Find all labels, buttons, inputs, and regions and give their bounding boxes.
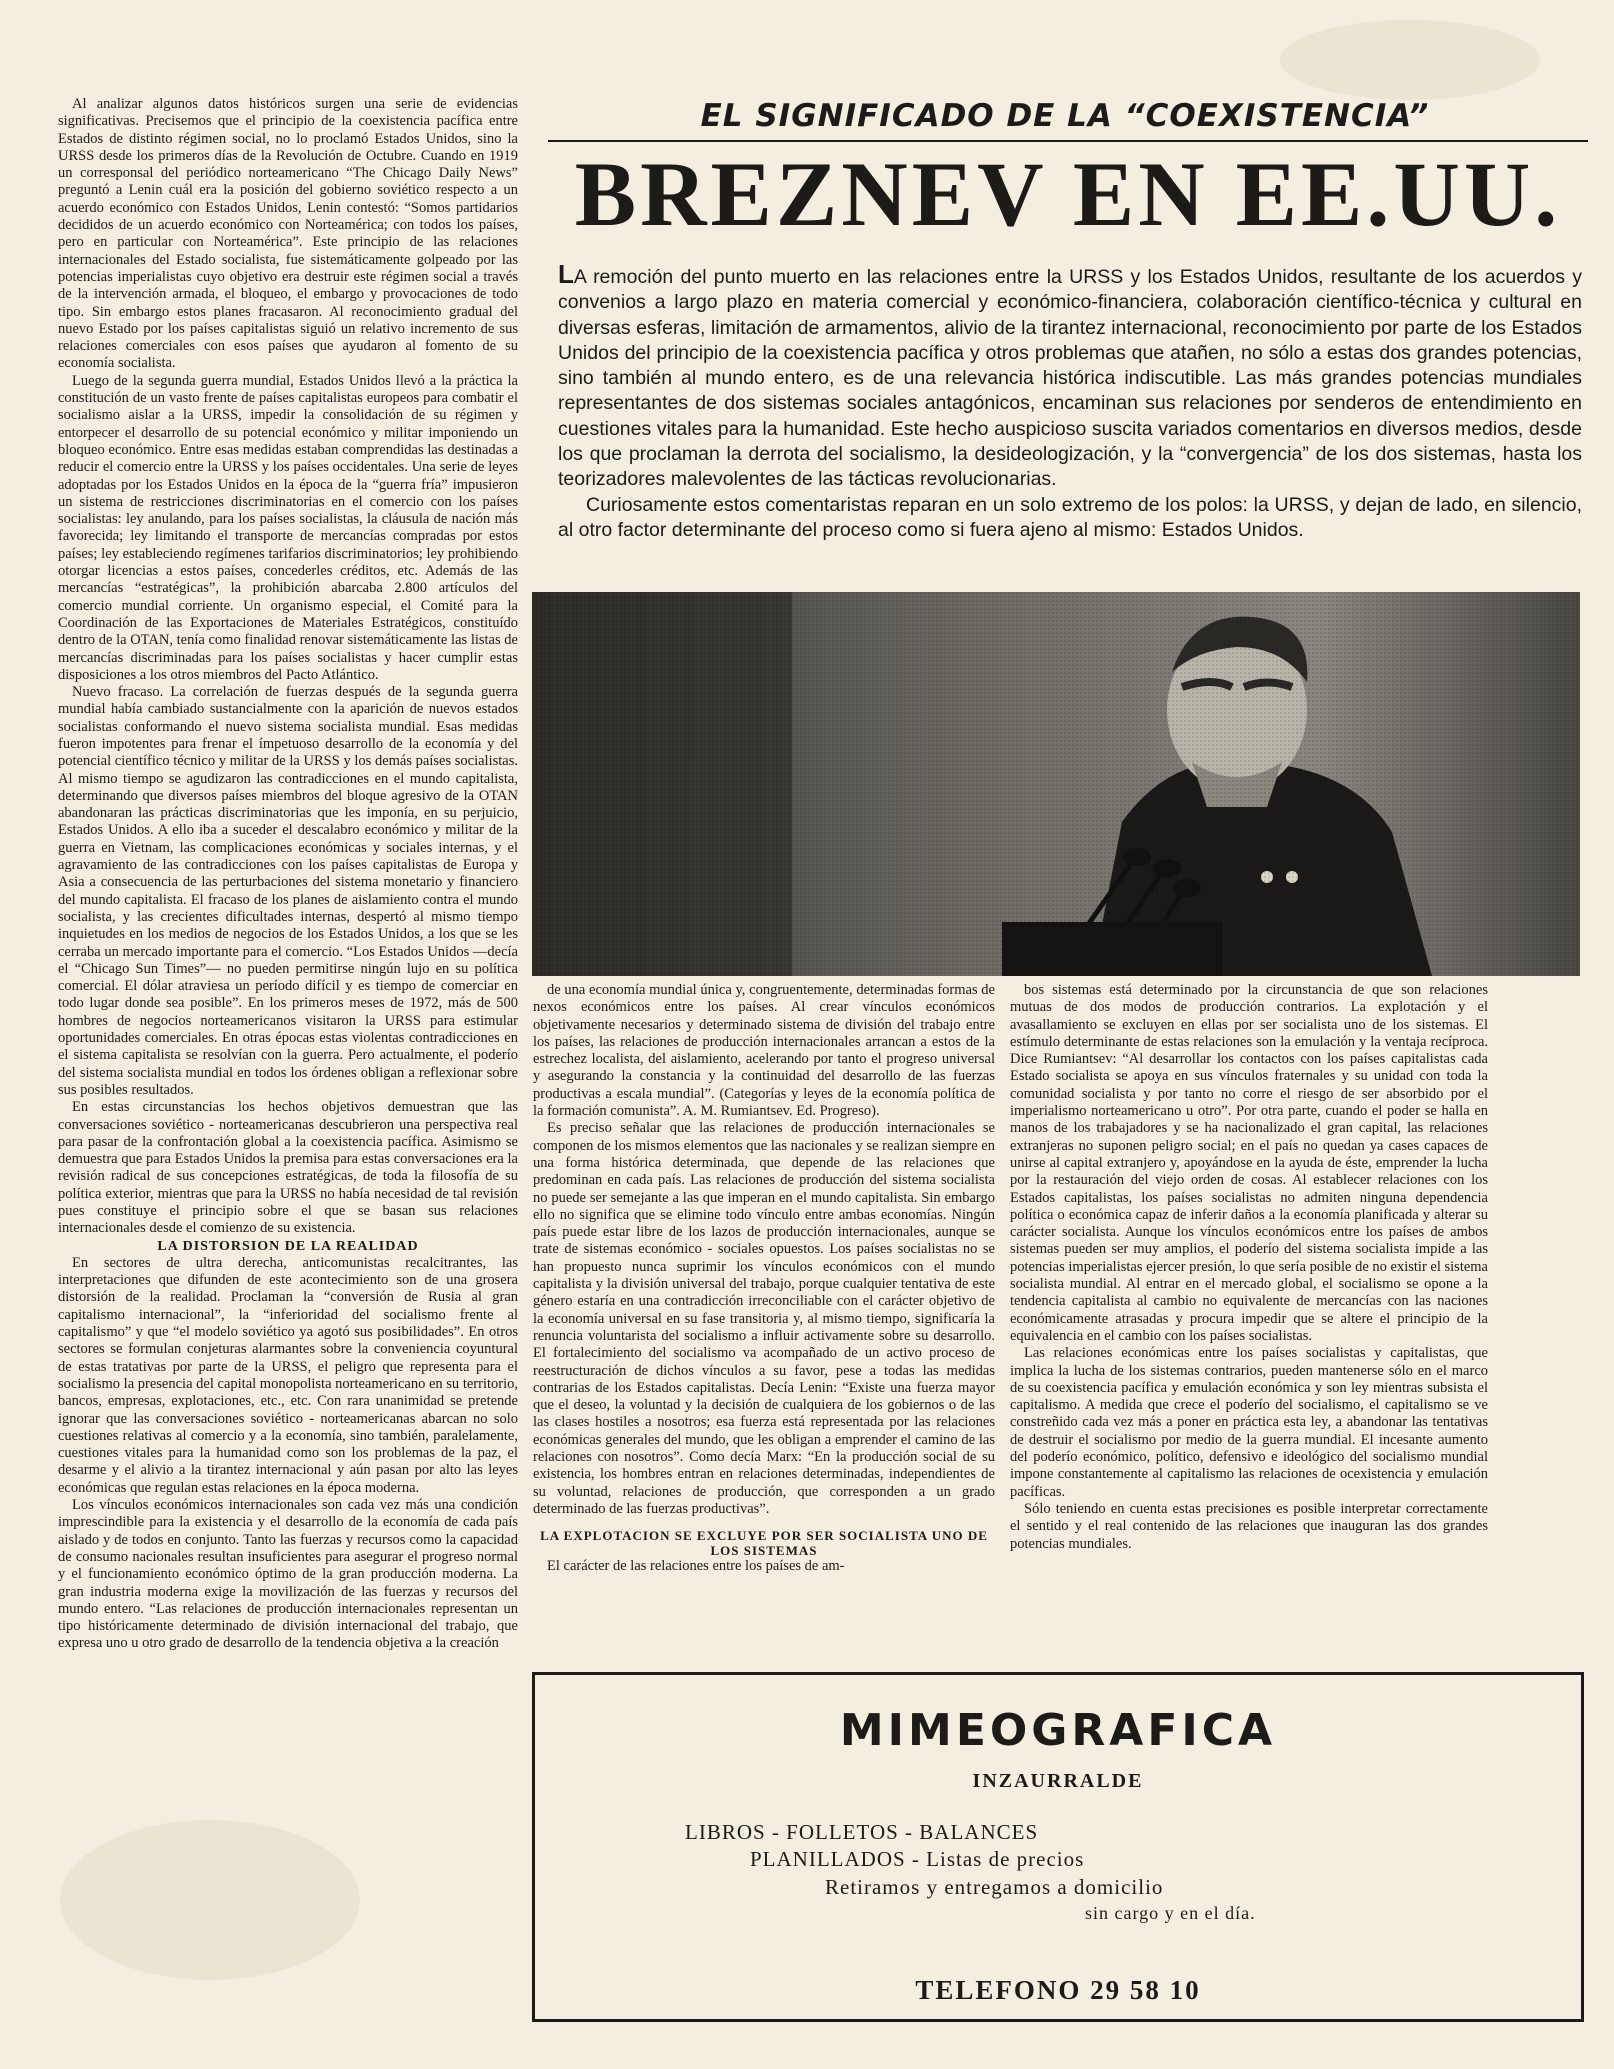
- brezhnev-photo: [532, 592, 1580, 976]
- left-paragraph: En estas circunstancias los hechos objetivos demuestran que las conversaciones soviético - norteamericanas descubrieron una perspectiva real para pasar de la confrontación global a la coexistencia pacífica. Asimismo se demuestra que para Estados Unidos la premisa para estas conversaciones era la revisión radical de sus concepciones estratégicas, de toda la filosofía de su política exterior, mientras que para la URSS no había necesidad de tal revisión pues constituye el principio sobre el que se basan sus relaciones internacionales desde el comienzo de su existencia.: [58, 1099, 518, 1237]
- middle-column: [533, 982, 995, 1662]
- right-paragraph: Sólo teniendo en cuenta estas precisiones es posible interpretar correctamente el sentido y el real contenido de las relaciones que inauguran las dos grandes potencias mundiales.: [1010, 1500, 1488, 1552]
- advertisement-box: [532, 1672, 1584, 2022]
- headline-rule: [548, 140, 1588, 142]
- ad-line-3: Retiramos y entregamos a domicilio: [825, 1875, 1164, 1899]
- kicker-title: EL SIGNIFICADO DE LA “COEXISTENCIA”: [700, 98, 1430, 134]
- ad-title: MIMEOGRAFICA: [839, 1705, 1277, 1756]
- photo-illustration: [532, 592, 1580, 976]
- lead-paragraph-2: Curiosamente estos comentaristas reparan en un solo extremo de los polos: la URSS, y dejan de lado, en silencio, al otro factor determinante del proceso como si fuera ajeno al mismo: Estados Unidos.: [558, 493, 1582, 541]
- left-column: [58, 96, 518, 2031]
- left-paragraphs-before: [58, 96, 518, 1238]
- lead-paragraph-1: [558, 259, 1582, 493]
- paper-stain: [1280, 20, 1540, 100]
- middle-paragraphs: [533, 982, 995, 1518]
- right-paragraph: bos sistemas está determinado por la circunstancia de que son relaciones mutuas de dos modos de producción contrarios. La explotación y el avasallamiento se excluyen en ellas por ser socialista uno de los sistemas. El estímulo determinante de estas relaciones son la emulación y la ventaja recíproca. Dice Rumiantsev: “Al desarrollar los contactos con los países capitalistas cada Estado socialista se apoya en sus vínculos fraternales y su unidad con toda la comunidad socialista y por tanto no corre el riesgo de ser absorbido por el imperialismo norteamericano u otro”. Por otra parte, cuando el poder se halla en manos de los trabajadores y se ha nacionalizado el gran capital, las relaciones extranjeras no suponen peligro social; en el país no quedan ya cases capaces de unirse al capital extranjero y, apoyándose en la ayuda de éste, emprender la lucha por la restauración del viejo orden de cosas. Al establecer relaciones con los Estados capitalistas, los países socialistas no admiten ninguna dependencia política o económica capaz de inferir daños a la economía planificada y alterar su carácter socialista. Aunque los vínculos económicos entre los países de ambos sistemas pueden ser muy amplios, el poderío del sistema socialista impide a las potencias imperialistas ejercer presión, lo que sería posible de no existir el sistema socialista mundial. Al entrar en el mercado global, el socialismo se opone a la tendencia capitalista al cambio no equivalente de mercancías con las naciones económicamente atrasadas y procura impedir que se altere el principio de la equivalencia en el cambio con los países socialistas.: [1010, 982, 1488, 1344]
- ad-line-4: sin cargo y en el día.: [1085, 1903, 1256, 1923]
- middle-closing: El carácter de las relaciones entre los países de am-: [547, 1558, 845, 1575]
- right-paragraph: Las relaciones económicas entre los países socialistas y capitalistas, que implica la lucha de los sistemas contrarios, pueden mantenerse sólo en el marco de su coexistencia pacífica y emulación económica y son ley mientras subsista el capitalismo. A medida que crece el poderío del socialismo, el capitalismo se ve constreñido cada vez más a poner en práctica esta ley, a abandonar las tentativas de destruir el socialismo por medio de la guerra mundial. El incesante aumento del poderío económico, político, defensivo e ideológico del socialismo mundial impone constantemente al capitalismo las relaciones de ocexistencia y emulación pacíficas.: [1010, 1345, 1488, 1500]
- ad-line-2: PLANILLADOS - Listas de precios: [750, 1847, 1085, 1871]
- section-subhead: LA DISTORSION DE LA REALIDAD: [157, 1238, 419, 1254]
- left-paragraph: Luego de la segunda guerra mundial, Estados Unidos llevó a la práctica la constitución de un vasto frente de países capitalistas europeos para combatir el socialismo aislar a la URSS, impedir la consolidación de su régimen y entorpecer el desarrollo de su potencial económico y militar imponiendo un bloqueo económico. Entre esas medidas estaban comprendidas las destinadas a reducir el comercio entre la URSS y los países occidentales. Una serie de leyes adoptadas por los Estados Unidos en la época de la “guerra fría” impusieron un sistema de restricciones discriminatorias en el comercio con los países socialistas: ley anulando, para los países socialistas, la cláusula de nación más favorecida; ley limitando el transporte de mercancías compradas por estos países; ley estableciendo regímenes tarifarios discriminatorios; ley prohibiendo otorgar licencias a estos países, concederles créditos, etc. Además de las mercancías “estratégicas”, la prohibición abarcaba 2.800 artículos del comercio mundial corriente. Un organismo especial, el Comité para la Coordinación de las Exportaciones de Materiales Estratégicos, constituído dentro de la OTAN, tenía como finalidad renovar sistemáticamente las listas de mercancías discriminadas para los países socialistas y hacer cumplir estas disposiciones a los otros miembros del Pacto Atlántico.: [58, 372, 518, 683]
- headline: BREZNEV EN EE.UU.: [574, 143, 1562, 245]
- ad-phone: TELEFONO 29 58 10: [915, 1975, 1201, 2005]
- left-paragraph: Nuevo fracaso. La correlación de fuerzas después de la segunda guerra mundial había cambiado sustancialmente con la aparición de nuevos estados socialistas conformando el nuevo sistema socialista mundial. Esas medidas fueron impotentes para frenar el ímpetuoso desarrollo de la economía y del potencial científico técnico y militar de la URSS y los demás países socialistas. Al mismo tiempo se agudizaron las contradicciones en el mundo capitalista, determinando que diversos países miembros del bloque agresivo de la OTAN abandonaran las prácticas discriminatorias que les imponía, en su perjuicio, Estados Unidos. A ello iba a suceder el descalabro económico y militar de la guerra en Vietnam, las complicaciones económicas y sociales internas, y el agravamiento de las contradicciones con los países capitalistas de Europa y Asia a consecuencia de las perturbaciones del sistema monetario y financiero del mundo capitalista. El fracaso de los planes de aislamiento contra el mundo socialista, y las crecientes dificultades internas, despertó al mismo tiempo inquietudes en los medios de negocios de los Estados Unidos, a los que se les cerraba un mercado importante para el comercio. “Los Estados Unidos —decía el “Chicago Sun Times”— no pueden permitirse ningún lujo en su política comercial. El dólar atraviesa un período difícil y es tiempo de comerciar en todo lugar donde sea posible”. En los primeros meses de 1972, más de 500 hombres de negocios norteamericanos visitaron la URSS para estimular oportunidades comerciales. En otras épocas estas violentas contradicciones en el sistema capitalista se resolvían con la guerra. Pero actualmente, el poderío del sistema socialista mundial en todos los órdenes obligan a reflexionar sobre sus posibles resultados.: [58, 684, 518, 1098]
- right-column: [1010, 982, 1488, 1662]
- lead-paragraph-1-text: A remoción del punto muerto en las relaciones entre la URSS y los Estados Unidos, resultante de los acuerdos y convenios a largo plazo en materia comercial y económico-financiera, colaboración científico-técnica y cultural en diversas esferas, limitación de armamentos, alivio de la tirantez internacional, reconocimiento por parte de los Estados Unidos del principio de la coexistencia pacífica y otros problemas que atañen, no sólo a estas dos grandes potencias, sino también al mundo entero, es de una relevancia histórica indiscutible. Las más grandes potencias mundiales representantes de dos sistemas sociales antagónicos, encaminan sus relaciones por senderos de entendimiento en cuestiones vitales para la humanidad. Este hecho auspicioso suscita variados comentarios en diversos medios, desde los que proclaman la derrota del socialismo, la desideologización, y la “convergencia” de los dos sistemas, hasta los teorizadores malevolentes de las tácticas revolucionarias.: [558, 266, 1582, 491]
- middle-subhead: LA EXPLOTACION SE EXCLUYE POR SER SOCIALISTA UNO DE LOS SISTEMAS: [540, 1528, 988, 1559]
- middle-paragraph: de una economía mundial única y, congruentemente, determinadas formas de nexos económicos entre los países. Al crear vínculos económicos objetivamente necesarios y determinado sistema de división del trabajo entre los países, las relaciones de producción internacionales arrancan a estos de la estrechez localista, del aislamiento, acelerando por tanto el progreso universal y asegurando la constancia y la continuidad del desarrollo de las fuerzas productivas a escala mundial”. (Categorías y leyes de la economía política de la formación comunista”. A. M. Rumiantsev. Ed. Progreso).: [533, 982, 995, 1120]
- ad-subtitle: INZAURRALDE: [972, 1770, 1144, 1792]
- right-paragraphs: [1010, 982, 1488, 1553]
- left-paragraphs-after: [58, 1255, 518, 1653]
- middle-paragraph: Es preciso señalar que las relaciones de producción internacionales se componen de los mismos elementos que las nacionales y se realizan siempre en una forma histórica determinada, que depende de las relaciones que predominan en cada país. Las relaciones de producción del sistema socialista no puede ser semejante a las que imperan en el mundo capitalista. Sin embargo ello no significa que se elimine todo vínculo entre ambas economías. Ningún país puede estar libre de los lazos de producción internacionales, aunque se trate de sistemas económico - sociales opuestos. Los países socialistas no se han propuesto nunca suprimir los vínculos económicos con el mundo capitalista y la división universal del trabajo, porque cualquier tentativa de este género estaría en una contradicción irreconciliable con el carácter objetivo de la economía universal en su fase transitoria y, al mismo tiempo, significaría la renuncia voluntarista del socialismo a influir activamente sobre su desarrollo. El fortalecimiento del socialismo va acompañado de un activo proceso de reestructuración de dichos vínculos a su favor, pese a todas las medidas contrarias de los Estados capitalistas. Decía Lenin: “Existe una fuerza mayor que el deseo, la voluntad y la decisión de cualquiera de los gobiernos o de las las clases hostiles a nosotros; esa fuerza está representada por las relaciones económicas generales del mundo, que les obligan a emprender el camino de las relaciones con nosotros”. Como decía Marx: “En la producción social de su existencia, los hombres entran en relaciones determinadas, independientes de su voluntad, relaciones de producción, que corresponden a un grado determinado de las fuerzas productivas”.: [533, 1120, 995, 1517]
- left-paragraph: Los vínculos económicos internacionales son cada vez más una condición imprescindible para la existencia y el desarrollo de la economía de cada país aislado y de todos en conjunto. Tanto las fuerzas y recursos como la capacidad de consumo nacionales resultan insuficientes para asegurar el progreso normal y el funcionamiento económico óptimo de la gran producción moderna. La gran industria moderna exige la movilización de las fuerzas y recursos del mundo entero. “Las relaciones de producción internacionales representan un tipo históricamente determinado de división internacional del trabajo, que expresa uno u otro grado de desarrollo de la tendencia objetiva a la creación: [58, 1497, 518, 1652]
- left-paragraph: Al analizar algunos datos históricos surgen una serie de evidencias significativas. Precisemos que el principio de la coexistencia pacífica entre Estados de distinto régimen social, no lo proclamó Estados Unidos, sino la URSS desde los primeros días de la Revolución de Octubre. Cuando en 1919 un corresponsal del periódico norteamericano “The Chicago Daily News” preguntó a Lenin cuál era la posición del gobierno soviético respecto a un acuerdo económico con Estados Unidos, Lenin contestó: “Somos partidarios decididos de un acuerdo económico con Norteamérica; con todos los países, pero en particular con Norteamérica”. Este principio de las relaciones internacionales del Estado socialista, fue sistemáticamente golpeado por las potencias imperialistas cuyo objetivo era destruir este régimen social a través de la intervención armada, el bloqueo, el embargo y provocaciones de todo tipo. Sin embargo estos planes fracasaron. Al reconocimiento gradual del nuevo Estado por los países capitalistas siguió un relativo incremento de sus relaciones comerciales con esos países que ayudaron al fomento de su economía socialista.: [58, 96, 518, 372]
- lead-text: [558, 259, 1582, 543]
- ad-line-1: LIBROS - FOLLETOS - BALANCES: [685, 1820, 1039, 1844]
- dropcap: L: [558, 259, 574, 289]
- left-paragraph: En sectores de ultra derecha, anticomunistas recalcitrantes, las interpretaciones que difunden de este acontecimiento son de una grosera distorsión de la realidad. Proclaman la “conversión de Rusia al gran capitalismo internacional”, la “inferioridad del socialismo frente al capitalismo” y que “el modelo soviético ya agotó sus posibilidades”. En otros sectores se formulan conjeturas alarmantes sobre la conveniencia coyuntural de estas tratativas por parte de la URSS, el peligro que representa para el socialismo la presencia del capital monopolista norteamericano en su territorio, bancos, empresas, explotaciones, etc., etc. Con rara unanimidad se pretende ignorar que las conversaciones soviético - norteamericanas abarcan no solo cuestiones relativas al comercio y a la economía, sino también, paralelamente, cuestiones vitales para la humanidad como son los problemas de la paz, el desarme y el alivio a la tirantez internacional y aún pasan por alto las leyes económicas que regulan estas relaciones en la época moderna.: [58, 1254, 518, 1496]
